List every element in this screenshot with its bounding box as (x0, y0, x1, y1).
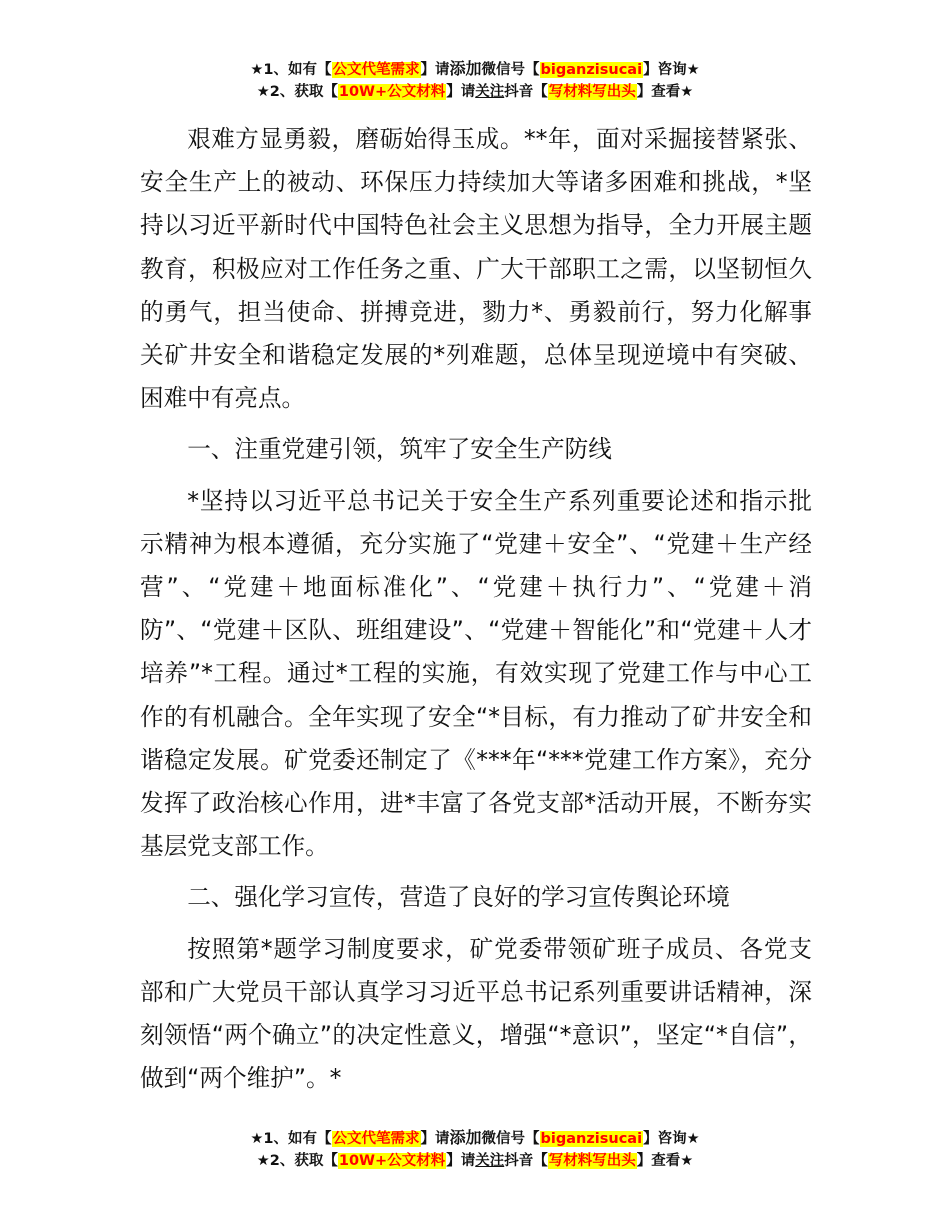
highlight-wechat-id: biganzisucai (540, 62, 643, 78)
banner-line-1: ★1、如有【公文代笔需求】请添加微信号【biganzisucai】咨询★ (250, 59, 700, 78)
highlight-wechat-id: biganzisucai (540, 1131, 643, 1147)
banner-line-2: ★2、获取【10W+公文材料】请关注抖音【写材料写出头】查看★ (256, 1153, 694, 1169)
highlight-service: 公文代笔需求 (332, 1131, 420, 1147)
bottom-banner (0, 1127, 950, 1172)
paragraph-intro: 艰难方显勇毅，磨砺始得玉成。**年，面对采掘接替紧张、安全生产上的被动、环保压力持续加大等诸多困难和挑战，*坚持以习近平新时代中国特色社会主义思想为指导，全力开展主题教育，积极应对工作任务之重、广大干部职工之需，以坚韧恒久的勇气，担当使命、拼搏竞进，勠力*、勇毅前行，努力化解事关矿井安全和谐稳定发展的*列难题，总体呈现逆境中有突破、困难中有亮点。 (140, 125, 812, 413)
section-heading-1: 一、注重党建引领，筑牢了安全生产防线 (187, 435, 612, 464)
paragraph-party-building: *坚持以习近平总书记关于安全生产系列重要论述和指示批示精神为根本遵循，充分实施了“党建＋安全”、“党建＋生产经营”、“党建＋地面标准化”、“党建＋执行力”、“党建＋消防”、“党建＋区队、班组建设”、“党建＋智能化”和“党建＋人才培养”*工程。通过*工程的实施，有效实现了党建工作与中心工作的有机融合。全年实现了安全“*目标，有力推动了矿井安全和谐稳定发展。矿党委还制定了《***年“***党建工作方案》，充分发挥了政治核心作用，进*丰富了各党支部*活动开展，不断夯实基层党支部工作。 (140, 486, 812, 861)
banner-line-1: ★1、如有【公文代笔需求】请添加微信号【biganzisucai】咨询★ (250, 1128, 700, 1147)
document-body (140, 118, 812, 1108)
banner-line-2: ★2、获取【10W+公文材料】请关注抖音【写材料写出头】查看★ (256, 84, 694, 100)
highlight-douyin-id: 写材料写出头 (548, 84, 636, 100)
section-heading-2: 二、强化学习宣传，营造了良好的学习宣传舆论环境 (187, 883, 730, 912)
paragraph-study: 按照第*题学习制度要求，矿党委带领矿班子成员、各党支部和广大党员干部认真学习习近平总书记系列重要讲话精神，深刻领悟“两个确立”的决定性意义，增强“*意识”，坚定“*自信”，做到“两个维护”。* (140, 934, 812, 1093)
highlight-douyin-id: 写材料写出头 (548, 1153, 636, 1169)
highlight-service: 公文代笔需求 (332, 62, 420, 78)
highlight-materials: 10W+公文材料 (338, 84, 446, 100)
highlight-materials: 10W+公文材料 (338, 1153, 446, 1169)
top-banner (0, 58, 950, 103)
